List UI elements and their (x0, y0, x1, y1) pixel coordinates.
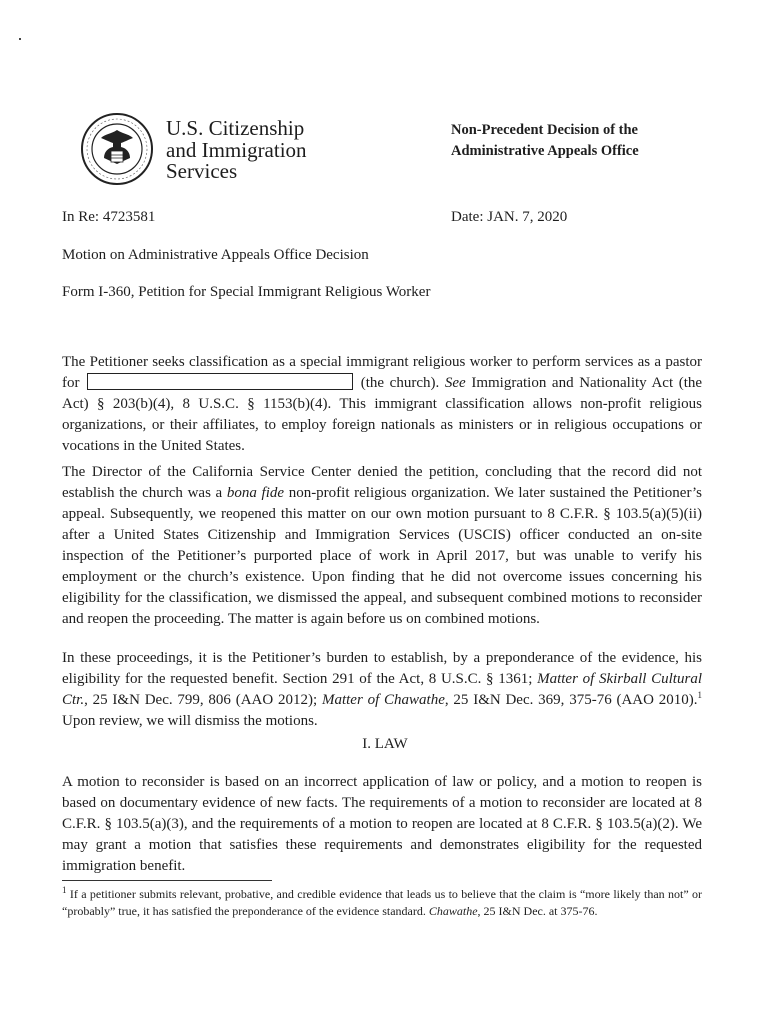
redaction-box (87, 373, 353, 390)
agency-line-3: Services (166, 159, 238, 183)
p3-text-a: In these proceedings, it is the Petitioner’s burden to establish, by a preponderance of the evidence, his eligibility for the requested benefit. Section 291 of the Act, 8 U.S.C. § 1361; (62, 650, 702, 687)
p3-case-2: Matter of Chawathe (321, 692, 445, 708)
paragraph-4: A motion to reconsider is based on an incorrect application of law or policy, and a motion to reopen is based on documentary evidence of new facts. The requirements of a motion to reconsider are located at 8 C.F.R. § 103.5(a)(3), and the requirements of a motion to reopen are located at 8 C.F.R. § 103.5(a)(2). We may grant a motion that satisfies these requirements and demonstrates eligibility for the requested immigration benefit. (62, 774, 702, 874)
footnote-ref: 1 (697, 690, 703, 700)
footnote-text-a: If a petitioner submits relevant, probative, and credible evidence that leads us to believe that the claim is “more likely than not” or “probably” true, it has satisfied the preponderance of the evidence standard. (62, 887, 703, 918)
in-re-number: In Re: 4723581 (62, 209, 156, 225)
form-title: Form I-360, Petition for Special Immigrant Religious Worker (62, 284, 431, 300)
p1-text-c: Immigration and Nationality Act (the Act) § 203(b)(4), 8 U.S.C. § 1153(b)(4). This immigrant classification allows non-profit religious organizations, or their affiliates, to employ foreign nationals as ministers or in religious occupations or vocations in the United States. (62, 375, 703, 454)
p1-see: See (444, 375, 466, 391)
footnote (62, 886, 702, 920)
p3-case-1: Matter of Skirball Cultural Ctr. (62, 671, 702, 708)
scan-speck (19, 38, 21, 40)
paragraph-3 (62, 648, 702, 732)
dhs-seal-icon (80, 112, 154, 186)
footnote-text-b: , 25 I&N Dec. at 375-76. (477, 904, 598, 918)
section-heading: I. LAW (362, 736, 408, 752)
decision-line-1: Non-Precedent Decision of the (451, 122, 638, 138)
paragraph-1 (62, 352, 702, 457)
agency-name (166, 118, 307, 183)
agency-line-2: and Immigration (166, 137, 307, 162)
motion-title: Motion on Administrative Appeals Office Decision (62, 247, 369, 263)
p1-text-a: The Petitioner seeks classification as a special immigrant religious worker to perform services as a pastor for (62, 354, 702, 391)
agency-line-1: U.S. Citizenship (166, 116, 305, 140)
p3-text-b: , 25 I&N Dec. 799, 806 (AAO 2012); (84, 692, 318, 708)
p2-bona-fide: bona fide (226, 485, 285, 501)
paragraph-2 (62, 462, 702, 630)
decision-line-2: Administrative Appeals Office (451, 143, 639, 159)
footnote-mark: 1 (62, 885, 67, 895)
decision-date: Date: JAN. 7, 2020 (451, 209, 568, 225)
p1-text-b: (the church). (360, 375, 440, 391)
p3-text-c: , 25 I&N Dec. 369, 375-76 (AAO 2010). (444, 692, 698, 708)
decision-type (451, 120, 639, 162)
p2-text-b: non-profit religious organization. We later sustained the Petitioner’s appeal. Subsequently, we reopened this matter on our own motion pursuant to 8 C.F.R. § 103.5(a)(5)(ii) after a United States Citizenship and Immigration Services (USCIS) officer conducted an on-site inspection of the Petitioner’s purported place of work in April 2017, but was unable to verify his employment or the church’s existence. Upon finding that he did not overcome issues concerning his eligibility for the classification, we dismissed the appeal, and subsequent combined motions to reconsider and reopen the proceeding. The matter is again before us on combined motions. (62, 485, 703, 627)
p2-text-a: The Director of the California Service Center denied the petition, concluding that the record did not establish the church was a (62, 464, 702, 501)
p3-text-d: Upon review, we will dismiss the motions. (62, 713, 318, 729)
footnote-divider (62, 880, 272, 881)
footnote-cite: Chawathe (428, 904, 478, 918)
